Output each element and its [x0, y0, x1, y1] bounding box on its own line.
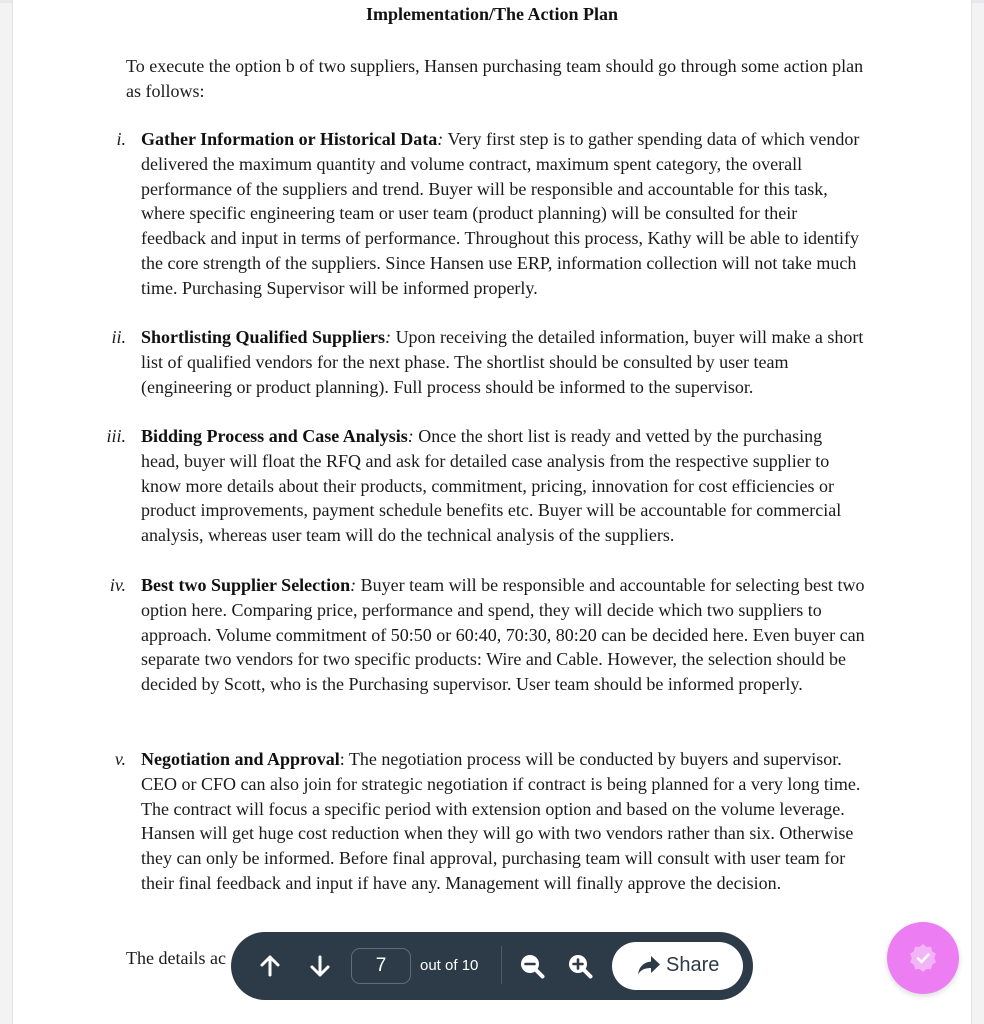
item-separator: : [385, 327, 392, 347]
share-button[interactable] [612, 942, 743, 990]
item-paragraph [141, 127, 865, 301]
item-body: The negotiation process will be conducted by buyers and supervisor. CEO or CFO can also join for strategic negotiation if contract is being planned for a very long time. The contract will focus a specific period with extension option and based on the volume leverage. Hansen will get huge cost reduction when they will go with two vendors rather than six. Otherwise they can only be informed. Before final approval, purchasing team will consult with user team for their final feedback and input if have any. Management will finally approve the decision. [141, 749, 861, 893]
zoom-in-icon[interactable] [564, 950, 596, 982]
item-numeral: iv. [109, 575, 126, 595]
trailing-paragraph: The details ac [126, 948, 226, 968]
item-separator: : [407, 426, 414, 446]
item-heading: Bidding Process and Case Analysis [141, 426, 408, 446]
item-heading: Gather Information or Historical Data [141, 129, 438, 149]
zoom-out-icon[interactable] [516, 950, 548, 982]
item-body: Once the short list is ready and vetted by the purchasing head, buyer will float the RFQ and ask for detailed case analysis from the respective supplier to know more details about their products, commitment, pricing, innovation for cost efficiencies or product improvements, payment schedule benefits etc. Buyer will be accountable for commercial analysis, whereas user team will do the technical analysis of the suppliers. [141, 426, 842, 546]
item-heading: Shortlisting Qualified Suppliers [141, 327, 386, 347]
item-numeral: ii. [111, 327, 126, 347]
share-label: Share [666, 954, 720, 976]
item-numeral: iii. [106, 426, 126, 446]
floating-action-button[interactable] [887, 922, 959, 994]
check-badge-icon [907, 942, 939, 974]
arrow-down-icon[interactable] [304, 950, 336, 982]
item-paragraph [141, 325, 865, 399]
item-paragraph [141, 424, 865, 548]
item-numeral: i. [116, 129, 126, 149]
toolbar-divider [501, 946, 502, 984]
intro-paragraph: To execute the option b of two suppliers, Hansen purchasing team should go through some action plan as follows: [126, 56, 864, 101]
share-arrow-icon [637, 955, 661, 977]
document-title: Implementation/The Action Plan [365, 4, 618, 24]
item-heading: Negotiation and Approval [141, 749, 340, 769]
item-separator: : [350, 575, 357, 595]
item-body: Very first step is to gather spending data of which vendor delivered the maximum quantity and volume contract, maximum spent category, the overall performance of the suppliers and trend. Buyer will be responsible and accountable for this task, where specific engineering team or user team (product planning) will be consulted for their feedback and input in terms of performance. Throughout this process, Kathy will be able to identify the core strength of the suppliers. Since Hansen use ERP, information collection will not take much time. Purchasing Supervisor will be informed properly. [141, 129, 860, 298]
page-number-input[interactable]: 7 [351, 948, 411, 984]
page-count-label: out of 10 [420, 957, 479, 974]
item-paragraph [141, 573, 865, 697]
item-separator: : [437, 129, 444, 149]
item-numeral: v. [114, 749, 126, 769]
item-separator: : [339, 749, 345, 769]
item-body: Buyer team will be responsible and accountable for selecting best two option here. Comparing price, performance and spend, they will decide which two suppliers to approach. Volume commitment of 50:50 or 60:40, 70:30, 80:20 can be decided here. Even buyer can separate two vendors for two specific products: Wire and Cable. However, the selection should be decided by Scott, who is the Purchasing supervisor. User team should be informed properly. [141, 575, 865, 695]
pdf-toolbar [231, 932, 753, 1000]
item-body: Upon receiving the detailed information, buyer will make a short list of qualified vendors for the next phase. The shortlist should be consulted by user team (engineering or product planning). Full process should be informed to the supervisor. [141, 327, 864, 397]
arrow-up-icon[interactable] [254, 950, 286, 982]
item-heading: Best two Supplier Selection [141, 575, 351, 595]
item-paragraph [141, 747, 865, 896]
